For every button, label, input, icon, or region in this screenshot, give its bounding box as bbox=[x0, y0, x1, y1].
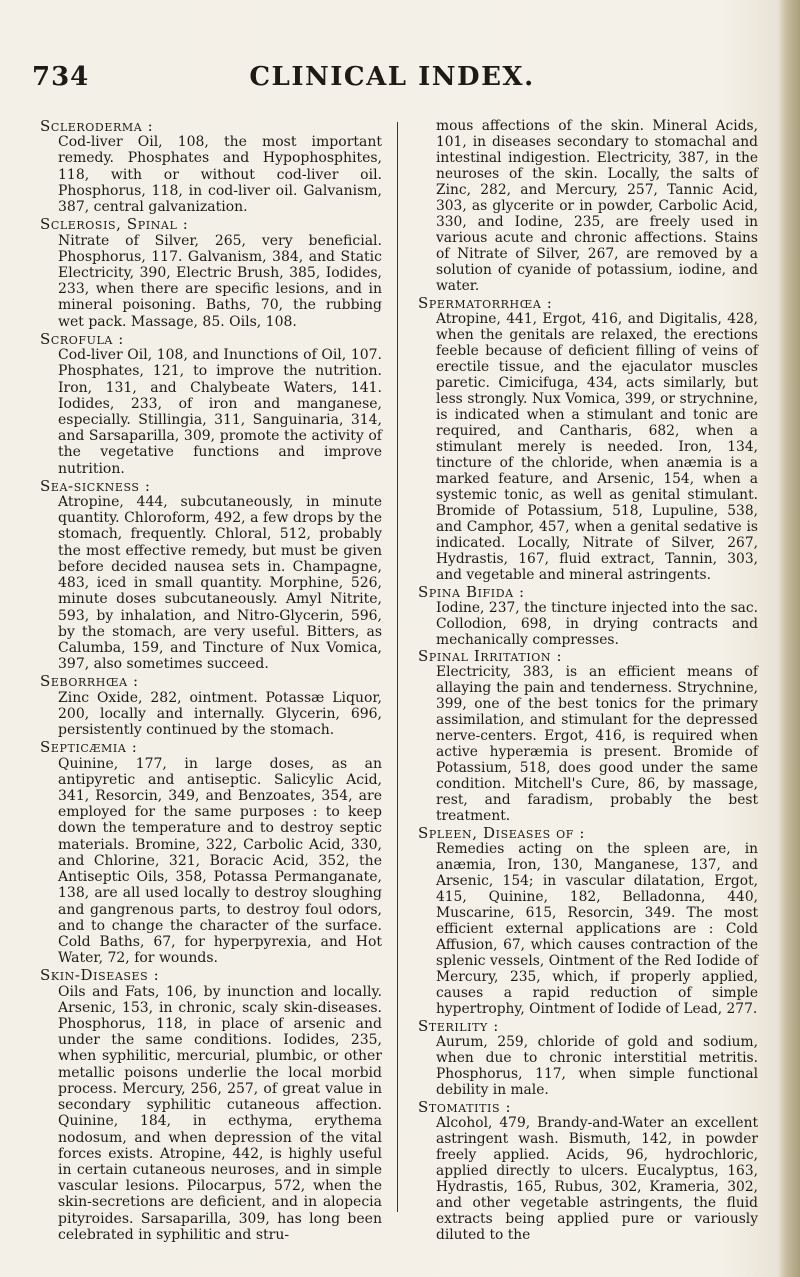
entry-text: Electricity, 383, is an efficient means of allaying the pain and tenderness. Strychnine, 399, one of the best tonics for the primary assimilation, and stimulant for the depressed nerve-centers. Ergot, 416, is required when active hyperæmia is present. Bromide of Potassium, 518, does good under the same condition. Mitchell's Cure, 86, by massage, rest, and faradism, probably the best treatment. bbox=[436, 664, 758, 825]
entry-text: Remedies acting on the spleen are, in anæmia, Iron, 130, Manganese, 137, and Arsenic, 154; in vascular dilatation, Ergot, 415, Quinine, 182, Belladonna, 440, Muscarine, 615, Resorcin, 349. The most efficient external applications are : Cold Affusion, 67, which causes contraction of the splenic vessels, Ointment of the Red Iodide of Mercury, 235, which, if properly applied, causes a rapid reduction of simple hypertrophy, Ointment of Iodide of Lead, 277. bbox=[436, 841, 758, 1018]
column-divider bbox=[397, 122, 398, 1212]
index-entry bbox=[40, 739, 382, 966]
entry-heading: Scrofula : bbox=[40, 329, 124, 348]
entry-heading: Sterility : bbox=[418, 1017, 499, 1036]
entry-heading: Spina Bifida : bbox=[418, 582, 525, 601]
entry-heading: Spermatorrhœa : bbox=[418, 293, 553, 312]
entry-text: Cod-liver Oil, 108, the most important remedy. Phosphates and Hypophosphites, 118, with or without cod-liver oil. Phosphorus, 118, in cod-liver oil. Galvanism, 387, central galvanization. bbox=[58, 134, 382, 216]
index-entry bbox=[40, 478, 382, 673]
index-entry bbox=[418, 295, 758, 583]
index-entry bbox=[418, 825, 758, 1017]
entry-heading: Skin-Diseases : bbox=[40, 966, 160, 985]
running-head bbox=[32, 62, 752, 102]
page-title: CLINICAL INDEX. bbox=[249, 62, 535, 92]
entry-text: Iodine, 237, the tincture injected into the sac. Collodion, 698, in drying contracts and mechanically compresses. bbox=[436, 599, 758, 648]
entry-heading: Sclerosis, Spinal : bbox=[40, 215, 189, 234]
entry-heading: Seborrhœa : bbox=[40, 672, 139, 691]
index-entry bbox=[418, 1018, 758, 1098]
index-entry bbox=[40, 967, 382, 1243]
entry-text: Cod-liver Oil, 108, and Inunctions of Oil, 107. Phosphates, 121, to improve the nutrition. Iron, 131, and Chalybeate Waters, 141. Iodides, 233, of iron and manganese, especially. Stillingia, 311, Sanguinaria, 314, and Sarsaparilla, 309, promote the activity of the vegetative functions and improve nutrition. bbox=[58, 347, 382, 477]
left-column bbox=[40, 118, 382, 1244]
page-number: 734 bbox=[32, 62, 90, 92]
right-column bbox=[418, 118, 758, 1244]
index-entry bbox=[418, 584, 758, 648]
entry-text: Zinc Oxide, 282, ointment. Potassæ Liquor, 200, locally and internally. Glycerin, 696, persistently continued by the stomach. bbox=[58, 689, 382, 739]
entry-heading: Spinal Irritation : bbox=[418, 647, 563, 666]
index-entry-continued bbox=[418, 118, 758, 294]
entry-heading: Septicæmia : bbox=[40, 738, 138, 757]
index-entry bbox=[40, 216, 382, 330]
entry-heading: Scleroderma : bbox=[40, 117, 154, 135]
index-entry bbox=[40, 118, 382, 215]
entry-heading: Spleen, Diseases of : bbox=[418, 824, 586, 843]
entry-text: Atropine, 441, Ergot, 416, and Digitalis, 428, when the genitals are relaxed, the erections feeble because of deficient filling of veins of erectile tissue, and the ejaculator muscles paretic. Cimicifuga, 434, acts similarly, but less strongly. Nux Vomica, 399, or strychnine, is indicated when a stimulant and tonic are required, and Cantharis, 682, when a stimulant merely is needed. Iron, 134, tincture of the chloride, when anæmia is a marked feature, and Arsenic, 154, when a systemic tonic, as well as genital stimulant. Bromide of Potassium, 518, Lupuline, 538, and Camphor, 457, when a genital sedative is indicated. Locally, Nitrate of Silver, 267, Hydrastis, 167, fluid extract, Tannin, 303, and vegetable and mineral astringents. bbox=[436, 310, 758, 583]
entry-heading: Sea-sickness : bbox=[40, 476, 151, 495]
index-entry bbox=[418, 648, 758, 824]
index-entry bbox=[40, 331, 382, 477]
index-entry bbox=[418, 1099, 758, 1243]
entry-text: Oils and Fats, 106, by inunction and locally. Arsenic, 153, in chronic, scaly skin-diseases. Phosphorus, 118, in place of arsenic and under the same conditions. Iodides, 235, when syphilitic, mercurial, plumbic, or other metallic poisons underlie the local morbid process. Mercury, 256, 257, of great value in secondary syphilitic cutaneous affection. Quinine, 184, in ecthyma, erythema nodosum, and when depression of the vital forces exists. Atropine, 442, is highly useful in certain cutaneous neuroses, and in simple vascular lesions. Pilocarpus, 572, when the skin-secretions are deficient, and in alopecia pityroides. Sarsaparilla, 309, has long been celebrated in syphilitic and stru- bbox=[58, 983, 382, 1243]
page-edge-shadow bbox=[778, 0, 800, 1277]
index-entry bbox=[40, 673, 382, 738]
entry-text: mous affections of the skin. Mineral Acids, 101, in diseases secondary to stomachal and intestinal indigestion. Electricity, 387, in the neuroses of the skin. Locally, the salts of Zinc, 282, and Mercury, 257, Tannic Acid, 303, as glycerite or in powder, Carbolic Acid, 330, and Iodine, 235, are freely used in various acute and chronic affections. Stains of Nitrate of Silver, 267, are removed by a solution of cyanide of potassium, iodine, and water. bbox=[436, 118, 758, 294]
entry-text: Alcohol, 479, Brandy-and-Water an excellent astringent wash. Bismuth, 142, in powder freely applied. Acids, 96, hydrochloric, applied directly to ulcers. Eucalyptus, 163, Hydrastis, 165, Rubus, 302, Krameria, 302, and other vegetable astringents, the fluid extracts being applied pure or variously diluted to the bbox=[436, 1115, 758, 1243]
entry-heading: Stomatitis : bbox=[418, 1098, 512, 1117]
entry-text: Aurum, 259, chloride of gold and sodium, when due to chronic interstitial metritis. Phosphorus, 117, when simple functional debility in male. bbox=[436, 1034, 758, 1099]
entry-text: Nitrate of Silver, 265, very beneficial. Phosphorus, 117. Galvanism, 384, and Static Electricity, 390, Electric Brush, 385, Iodides, 233, when there are specific lesions, and in mineral poisoning. Baths, 70, the rubbing wet pack. Massage, 85. Oils, 108. bbox=[58, 232, 382, 330]
entry-text: Atropine, 444, subcutaneously, in minute quantity. Chloroform, 492, a few drops by the stomach, frequently. Chloral, 512, probably the most effective remedy, but must be given before decided nausea sets in. Champagne, 483, iced in small quantity. Morphine, 526, minute doses subcutaneously. Amyl Nitrite, 593, by inhalation, and Nitro-Glycerin, 596, by the stomach, are very useful. Bitters, as Calumba, 159, and Tincture of Nux Vomica, 397, also sometimes succeed. bbox=[58, 494, 382, 673]
entry-text: Quinine, 177, in large doses, as an antipyretic and antiseptic. Salicylic Acid, 341, Resorcin, 349, and Benzoates, 354, are employed for the same purposes : to keep down the temperature and to destroy septic materials. Bromine, 322, Carbolic Acid, 330, and Chlorine, 321, Boracic Acid, 352, the Antiseptic Oils, 358, Potassa Permanganate, 138, are all used locally to destroy sloughing and gangrenous parts, to destroy foul odors, and to change the character of the surface. Cold Baths, 67, for hyperpyrexia, and Hot Water, 72, for wounds. bbox=[58, 755, 382, 967]
